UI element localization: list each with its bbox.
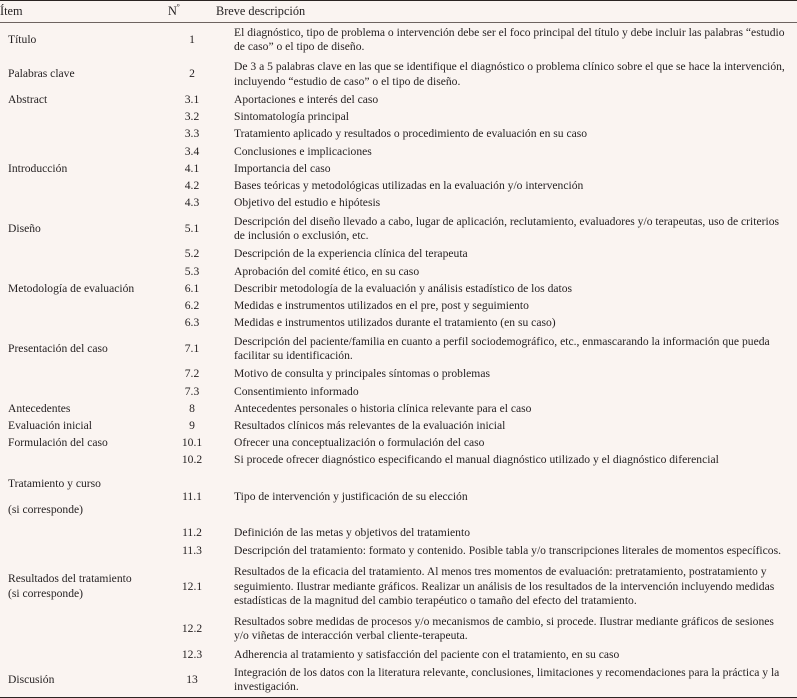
table-header-row <box>0 1 797 23</box>
row-number: 7.2 <box>184 367 200 381</box>
row-description: Ofrecer una conceptualización o formulación del caso <box>234 436 485 450</box>
row-description: Conclusiones e implicaciones <box>234 144 372 158</box>
row-number: 3.4 <box>184 144 200 158</box>
row-number: 3.1 <box>184 93 200 107</box>
table-row <box>0 212 797 246</box>
row-description: Tipo de intervención y justificación de su elección <box>234 489 468 503</box>
table-row <box>0 160 797 177</box>
row-description: Adherencia al tratamiento y satisfacción del paciente con el tratamiento, en su caso <box>234 647 620 661</box>
table-row <box>0 435 797 452</box>
row-description: Resultados sobre medidas de procesos y/o mecanismos de cambio, si procede. Ilustrar mediante gráficos de sesiones y/o viñetas de interacción verbal cliente-terapeuta. <box>234 614 774 642</box>
row-description: Motivo de consulta y principales síntomas o problemas <box>234 367 490 381</box>
row-description: Sintomatología principal <box>234 110 349 124</box>
row-number: 12.2 <box>181 621 203 635</box>
row-description: Descripción del tratamiento: formato y contenido. Posible tabla y/o transcripciones literales de momentos específicos. <box>234 544 782 558</box>
row-item-label-main: Título <box>8 33 37 47</box>
row-item-label <box>0 246 168 263</box>
row-description: El diagnóstico, tipo de problema o intervención debe ser el foco principal del título y debe incluir las palabras “estudio de caso” o el tipo de diseño. <box>234 26 785 54</box>
row-number: 11.2 <box>182 525 202 539</box>
row-description: Descripción del paciente/familia en cuanto a perfil sociodemográfico, etc., enmascarando la información que pueda facilitar su identificación. <box>234 334 770 362</box>
row-description: Medidas e instrumentos utilizados durante el tratamiento (en su caso) <box>234 316 556 330</box>
row-item-label-sub: (si corresponde) <box>8 586 84 600</box>
table-row <box>0 663 797 698</box>
row-description: Objetivo del estudio e hipótesis <box>234 196 381 210</box>
row-number: 10.2 <box>181 453 203 467</box>
row-description: Resultados clínicos más relevantes de la evaluación inicial <box>234 418 506 432</box>
row-item-label <box>0 469 168 524</box>
row-description: Tratamiento aplicado y resultados o procedimiento de evaluación en su caso <box>234 127 588 141</box>
row-item-label <box>0 92 168 109</box>
table-row <box>0 177 797 194</box>
row-item-label <box>0 561 168 611</box>
row-number: 5.1 <box>184 221 200 235</box>
table-row <box>0 383 797 400</box>
column-header-description: Breve descripción <box>216 1 797 23</box>
column-header-number <box>168 1 216 23</box>
row-number: 1 <box>189 33 195 47</box>
row-item-label <box>0 160 168 177</box>
row-description: Resultados de la eficacia del tratamiento. Al menos tres momentos de evaluación: pretratamiento, postratamiento y seguimiento. Ilustrar mediante gráficos. Realizar un análisis de los resultados de la intervención incluyendo medidas estadísticas de la magnitud del cambio terapéutico o tamaño del efecto del tratamiento. <box>234 565 775 607</box>
row-item-label-main: Antecedentes <box>8 401 71 415</box>
row-item-label <box>0 417 168 434</box>
row-item-label <box>0 612 168 646</box>
row-item-label-main: Presentación del caso <box>8 341 108 355</box>
table-row <box>0 297 797 314</box>
table-row <box>0 524 797 541</box>
row-item-label-main: Resultados del tratamiento <box>8 572 132 586</box>
table-row <box>0 646 797 663</box>
row-item-label <box>0 23 168 58</box>
row-number: 3.2 <box>184 110 200 124</box>
row-number: 11.1 <box>182 489 202 503</box>
row-description: Importancia del caso <box>234 161 331 175</box>
row-description: Aportaciones e interés del caso <box>234 93 379 107</box>
row-item-label <box>0 366 168 383</box>
row-number: 4.1 <box>184 161 200 175</box>
table-body <box>0 23 797 698</box>
row-item-label <box>0 280 168 297</box>
row-number: 6.3 <box>184 316 200 330</box>
row-item-label <box>0 195 168 212</box>
table-row <box>0 452 797 469</box>
row-description: Aprobación del comité ético, en su caso <box>234 264 420 278</box>
table-row <box>0 109 797 126</box>
row-item-label-sub: (si corresponde) <box>8 502 84 516</box>
row-item-label <box>0 143 168 160</box>
table-row <box>0 57 797 91</box>
row-item-label <box>0 541 168 561</box>
row-number: 7.3 <box>184 384 200 398</box>
table-row <box>0 417 797 434</box>
row-item-label <box>0 663 168 698</box>
row-item-label-main: Evaluación inicial <box>8 418 93 432</box>
row-number: 5.2 <box>184 247 200 261</box>
table-row <box>0 366 797 383</box>
row-description: Descripción de la experiencia clínica del terapeuta <box>234 247 468 261</box>
row-description: Integración de los datos con la literatura relevante, conclusiones, limitaciones y recomendaciones para la práctica y la investigación. <box>234 666 780 694</box>
row-description: Si procede ofrecer diagnóstico especificando el manual diagnóstico utilizado y el diagnóstico diferencial <box>234 453 719 467</box>
row-number: 12.3 <box>181 647 203 661</box>
row-item-label <box>0 383 168 400</box>
row-item-label <box>0 263 168 280</box>
row-number: 7.1 <box>184 341 200 355</box>
table-row <box>0 280 797 297</box>
row-description: Medidas e instrumentos utilizados en el pre, post y seguimiento <box>234 298 529 312</box>
column-header-item: Ítem <box>0 1 168 23</box>
row-number: 9 <box>189 418 195 432</box>
row-item-label-main: Metodología de evaluación <box>8 281 135 295</box>
row-number: 12.1 <box>181 579 203 593</box>
table-head <box>0 1 797 23</box>
table-row <box>0 332 797 366</box>
table-row <box>0 400 797 417</box>
row-item-label <box>0 57 168 91</box>
table-row <box>0 195 797 212</box>
row-description: Descripción del diseño llevado a cabo, lugar de aplicación, reclutamiento, evaluadores y/o terapeutas, uso de criterios de inclusión o exclusión, etc. <box>234 214 780 242</box>
row-item-label-main: Introducción <box>8 161 68 175</box>
row-item-label <box>0 524 168 541</box>
table-row <box>0 143 797 160</box>
row-item-label <box>0 332 168 366</box>
row-item-label-main: Discusión <box>8 673 55 687</box>
column-header-number-text: N <box>168 4 177 18</box>
row-description: Consentimiento informado <box>234 384 359 398</box>
row-item-label <box>0 452 168 469</box>
row-item-label <box>0 646 168 663</box>
row-number: 11.3 <box>182 544 202 558</box>
table-row <box>0 315 797 332</box>
table-row <box>0 612 797 646</box>
row-item-label-main: Tratamiento y curso <box>8 476 101 490</box>
row-item-label <box>0 109 168 126</box>
table-row <box>0 23 797 58</box>
row-number: 13 <box>186 673 198 687</box>
row-item-label <box>0 435 168 452</box>
table-row <box>0 541 797 561</box>
row-number: 10.1 <box>181 436 203 450</box>
row-description: De 3 a 5 palabras clave en las que se identifique el diagnóstico o problema clínico sobre el que se hace la intervención, incluyendo “estudio de caso” o el tipo de diseño. <box>234 60 785 88</box>
row-number: 4.2 <box>184 178 200 192</box>
row-number: 6.1 <box>184 281 200 295</box>
row-number: 6.2 <box>184 298 200 312</box>
row-item-label-main: Diseño <box>8 221 41 235</box>
row-number: 5.3 <box>184 264 200 278</box>
row-description: Antecedentes personales o historia clínica relevante para el caso <box>234 401 532 415</box>
row-item-label-main: Palabras clave <box>8 67 75 81</box>
row-number: 4.3 <box>184 196 200 210</box>
table-row <box>0 263 797 280</box>
row-number: 2 <box>189 67 195 81</box>
ordinal-indicator-icon: º <box>176 1 180 12</box>
row-item-label-main: Formulación del caso <box>8 436 108 450</box>
table-row <box>0 561 797 611</box>
row-number: 3.3 <box>184 127 200 141</box>
row-description: Bases teóricas y metodológicas utilizadas en la evaluación y/o intervención <box>234 178 584 192</box>
row-item-label <box>0 400 168 417</box>
table-row <box>0 92 797 109</box>
row-item-label <box>0 212 168 246</box>
table-row <box>0 469 797 524</box>
row-item-label <box>0 177 168 194</box>
row-item-label-main: Abstract <box>8 93 48 107</box>
row-description: Definición de las metas y objetivos del tratamiento <box>234 525 470 539</box>
row-number: 8 <box>189 401 195 415</box>
row-description: Describir metodología de la evaluación y análisis estadístico de los datos <box>234 281 573 295</box>
table-row <box>0 246 797 263</box>
table-row <box>0 126 797 143</box>
row-item-label <box>0 297 168 314</box>
row-item-label <box>0 126 168 143</box>
row-item-label <box>0 315 168 332</box>
